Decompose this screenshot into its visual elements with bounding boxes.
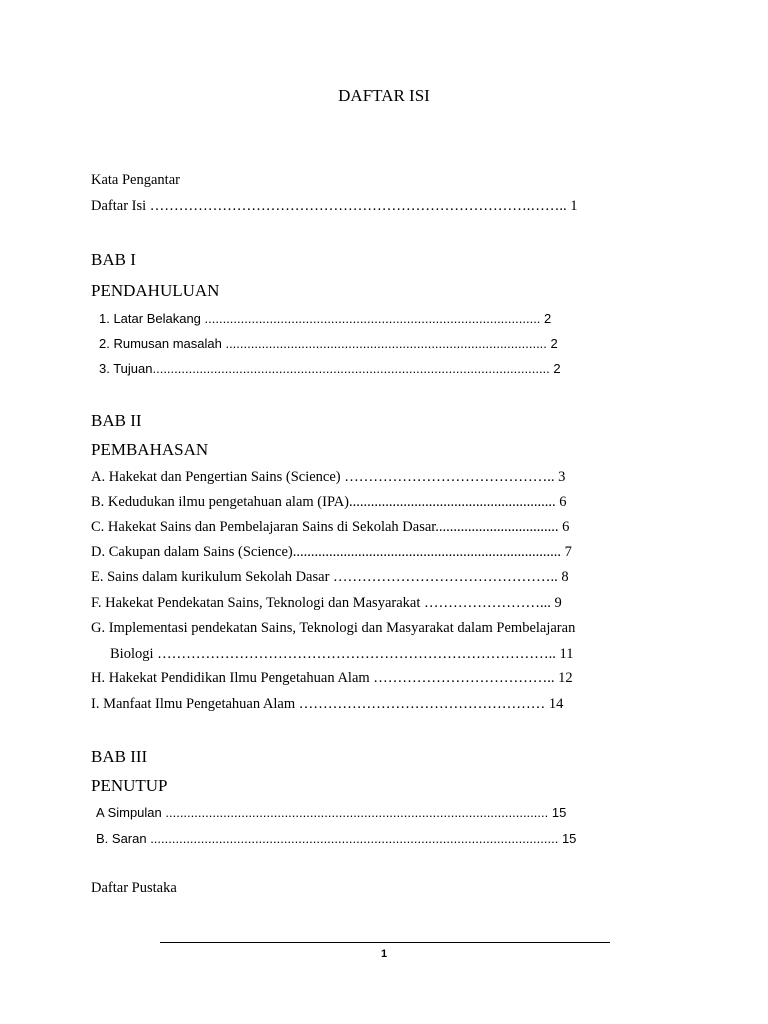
footer-divider: [160, 942, 610, 943]
bab2-heading: BAB II: [91, 411, 142, 430]
page-title: DAFTAR ISI: [338, 86, 430, 105]
bab1-subheading: PENDAHULUAN: [91, 281, 220, 300]
page-number: 1: [380, 948, 388, 960]
bab1-heading: BAB I: [91, 250, 136, 269]
bab2-subheading: PEMBAHASAN: [91, 440, 209, 459]
bab3-heading: BAB III: [91, 747, 148, 766]
entry-daftar-isi: Daftar Isi …………………………………………………………………….…….. 1: [91, 198, 578, 214]
bab2-item: D. Cakupan dalam Sains (Science).......................................................................... 7: [91, 544, 572, 560]
bab3-item: A Simpulan .......................................................................................................... 15: [96, 805, 567, 820]
bab2-item: B. Kedudukan ilmu pengetahuan alam (IPA)......................................................... 6: [91, 494, 567, 510]
bab1-item: 1. Latar Belakang ............................................................................................. 2: [99, 311, 552, 326]
entry-kata-pengantar: Kata Pengantar: [91, 172, 180, 188]
bab2-item: A. Hakekat dan Pengertian Sains (Science) …………………………………….. 3: [91, 469, 566, 485]
bab2-item-continuation: Biologi ……………………………………………………………………….. 11: [110, 646, 574, 662]
bab2-item: F. Hakekat Pendekatan Sains, Teknologi dan Masyarakat ……………………... 9: [91, 595, 562, 611]
bab2-item: I. Manfaat Ilmu Pengetahuan Alam …………………………………………… 14: [91, 696, 564, 712]
bab2-item: C. Hakekat Sains dan Pembelajaran Sains di Sekolah Dasar.................................. 6: [91, 519, 570, 535]
bab1-item: 3. Tujuan.............................................................................................................. 2: [99, 361, 561, 376]
bab3-subheading: PENUTUP: [91, 776, 168, 795]
bab2-item: G. Implementasi pendekatan Sains, Teknologi dan Masyarakat dalam Pembelajaran: [91, 620, 576, 636]
bab2-item: E. Sains dalam kurikulum Sekolah Dasar ……………………………………….. 8: [91, 569, 569, 585]
bab1-item: 2. Rumusan masalah ......................................................................................... 2: [99, 336, 558, 351]
entry-daftar-pustaka: Daftar Pustaka: [91, 880, 177, 896]
bab3-item: B. Saran ................................................................................................................. 15: [96, 831, 577, 846]
bab2-item: H. Hakekat Pendidikan Ilmu Pengetahuan Alam ……………………………….. 12: [91, 670, 573, 686]
